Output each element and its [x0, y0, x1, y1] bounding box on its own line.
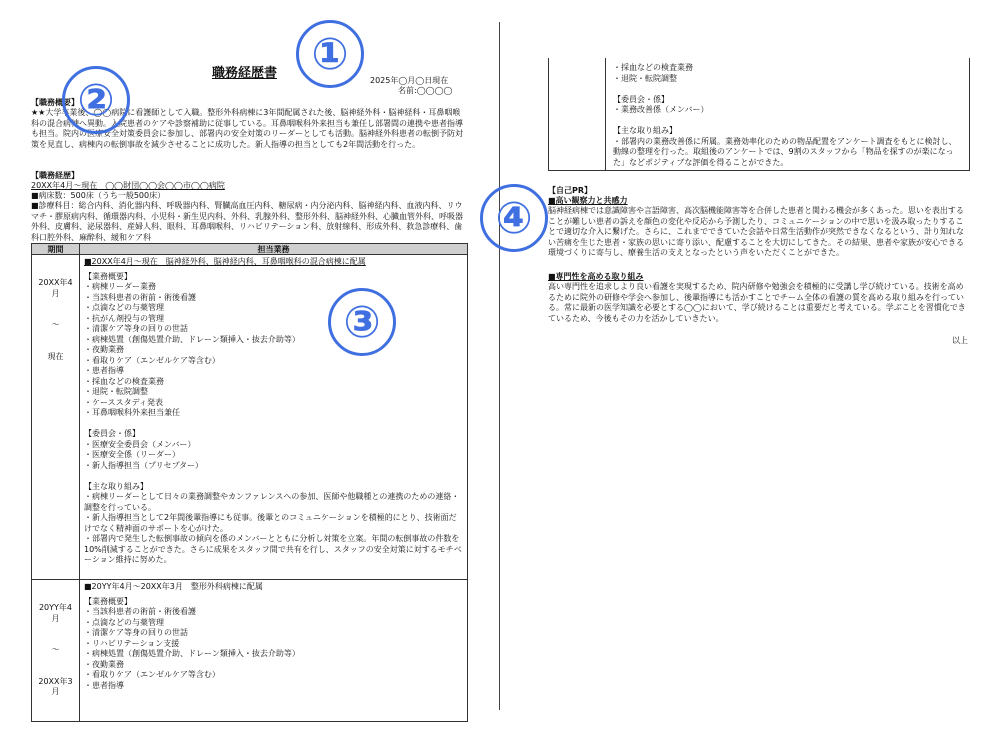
assignment-cell: [80, 255, 468, 580]
document-title: 職務経歴書: [212, 66, 278, 81]
pr1-title: ■高い観察力と共感力: [548, 196, 628, 205]
marker-4-icon: ④: [480, 184, 548, 252]
assignment-details: 【業務概要】 ・当該科患者の術前・術後看護 ・点滴などの与薬管理 ・清潔ケア等身の回りの世話 ・リハビリテーション支援 ・病棟処置（創傷処置介助、ドレーン類挿入・抜去介助等） ・夜勤業務 ・看取りケア（エンゼルケア等含む） ・患者指導: [84, 596, 300, 690]
continued-details: ・採血などの検査業務 ・退院・転院調整 【委員会・係】 ・業務改善係（メンバー） 【主な取り組み】 ・部署内の業務改善係に所属。業務効率化のための物品配置をアンケート調査をもとに検討し、動線の整理を行った。取組後のアンケートでは、9割のスタッフから「物品を探すのが楽になった」などポジティブな評価を得ることができた。: [613, 63, 957, 167]
period-cell: [32, 255, 80, 580]
marker-2-icon: ②: [62, 66, 130, 134]
period-start: 20YY年4月: [38, 603, 73, 623]
period-end: 現在: [47, 351, 64, 361]
assignment-header: 担当業務: [80, 244, 468, 255]
departments-list: ■診療科目：総合内科、消化器内科、呼吸器内科、腎臓高血圧内科、糖尿病・内分泌内科、脳神経内科、血液内科、リウマチ・膠原病内科、循環器内科、小児科・新生児内科、外科、乳腺外科、整形外科、脳神経外科、心臓血管外科、呼吸器外科、皮膚科、泌尿器科、産婦人科、眼科、耳鼻咽喉科、リハビリテーション科、放射線科、形成外科、救急診療科、歯科口腔外科、麻酔科、緩和ケア科: [31, 201, 463, 242]
marker-1-icon: ①: [296, 20, 364, 88]
pr2-title: ■専門性を高める取り組み: [548, 272, 644, 281]
table-header-row: [32, 244, 468, 255]
summary-heading: 【職務概要】: [31, 98, 79, 107]
summary-text: ★★大学卒業後、◯◯病院に看護師として入職。整形外科病棟に3年間配属された後、脳神経外科・脳神経科・耳鼻咽喉科の混合病棟へ異動。入院患者のケアや診察補助に従事している。耳鼻咽喉科外来担当も兼任し部署間の連携や患者指導も担当。院内の医療安全対策委員会に参加し、部署内の安全対策のリーダーとしても活動。脳神経外科患者の転倒予防対策を見直し、病棟内の転倒事故を減少させることに成功した。新人指導の担当としても2年間活動を行った。: [31, 108, 463, 149]
marker-3-icon: ③: [328, 288, 396, 356]
assignment-title: ■20XX年4月〜現在 脳神経外科、脳神経内科、耳鼻咽喉科の混合病棟に配属: [84, 257, 366, 266]
closing-mark: 以上: [952, 336, 968, 345]
period-separator: 〜: [51, 645, 60, 654]
pr2-text: 高い専門性を追求しより良い看護を実現するため、院内研修や勉強会を積極的に受講し学び続けている。技術を高めるために院外の研修や学会へ参加し、後輩指導にも活かすことでチーム全体の看護の質を高める取り組みを行っている。常に最新の医学知識を必要とする◯◯において、学び続けることは重要だと考えている。学ぶことを習慣化できているため、今後もその力を活かしていきたい。: [548, 282, 966, 323]
pr-heading: 【自己PR】: [548, 186, 593, 195]
applicant-name: 名前:◯◯◯◯: [398, 86, 453, 95]
career-history-table: [31, 243, 468, 722]
continued-table: [548, 58, 970, 171]
period-start: 20XX年4月: [38, 278, 73, 298]
history-heading: 【職務経歴】: [31, 171, 79, 180]
table-column-divider: [605, 58, 606, 170]
table-row: [32, 580, 468, 722]
period-separator: 〜: [51, 320, 60, 329]
table-row: [32, 255, 468, 580]
document-date: 2025年◯月◯日現在: [370, 76, 449, 85]
period-header: 期間: [32, 244, 80, 255]
period-end: 20XX年3月: [38, 676, 73, 696]
bed-count: ■病床数：500床（うち一般500床）: [31, 191, 166, 200]
period-cell: [32, 580, 80, 722]
assignment-cell: [80, 580, 468, 722]
pr1-text: 脳神経病棟では意識障害や言語障害、高次脳機能障害等を合併した患者と関わる機会が多くあった。思いを表出することが難しい患者の訴えを顔色の変化や反応から予測したり、コミュニケーションの中で思いを汲み取ったりすることで適切な介入に繋げた。さらに、これまでできていた会話や日常生活動作が突然できなくなるという、計り知れない苦痛を生じた患者・家族の思いに寄り添い、配慮することを大切にしてきた。その結果、患者や家族が安心できる環境づくりに寄与し、療養生活の支えとなったという声をいただくことができた。: [548, 206, 964, 257]
assignment-details: 【業務概要】 ・病棟リーダー業務 ・当該科患者の術前・術後看護 ・点滴などの与薬管理 ・抗がん剤投与の管理 ・清潔ケア等身の回りの世話 ・病棟処置（創傷処置介助、ドレーン類挿入・抜去介助等） ・夜勤業務 ・看取りケア（エンゼルケア等含む） ・患者指導 ・採血などの検査業務 ・退院・転院調整 ・ケーススタディ発表 ・耳鼻咽喉科外来担当兼任 【委員会・係】 ・医療安全委員会（メンバー） ・医療安全係（リーダー） ・新人指導担当（プリセプター） 【主な取り組み】 ・病棟リーダーとして日々の業務調整やカンファレンスへの参加、医師や他職種との連携のための連絡・調整を行っている。 ・新人指導担当として2年間後輩指導にも従事。後輩とのコミュニケーションを積極的にとり、技術面だけでなく精神面のサポートを心がけた。 ・部署内で発生した転倒事故の傾向を係のメンバーとともに分析し対策を立案。年間の転倒事故の件数を10%削減することができた。さらに成果をスタッフ間で共有を行し、スタッフの安全対策に対するモチベーション維持に努めた。: [84, 271, 462, 564]
employer-line: 20XX年4月〜現在 ◯◯財団◯◯会◯◯市◯◯病院: [31, 181, 225, 190]
assignment-title: ■20YY年4月〜20XX年3月 整形外科病棟に配属: [84, 582, 263, 591]
